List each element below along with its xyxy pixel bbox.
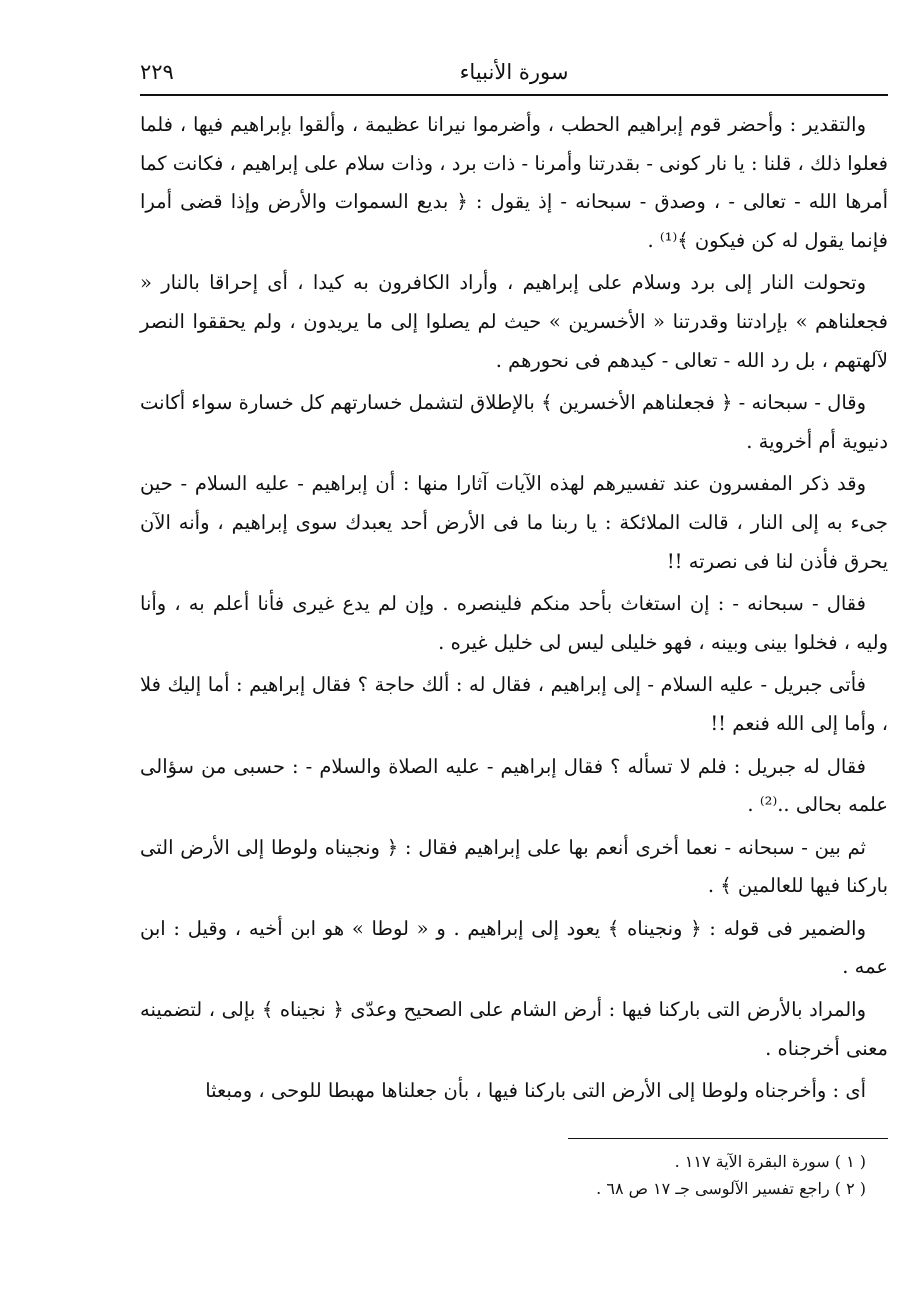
- paragraph: والتقدير : وأحضر قوم إبراهيم الحطب ، وأضرموا نيرانا عظيمة ، وألقوا بإبراهيم فيها ، فلما فعلوا ذلك ، قلنا : يا نار كونى - بقدرتنا وأمرنا - ذات برد ، وذات سلام على إبراهيم ، فكانت كما أمرها الله - تعالى - ، وصدق - سبحانه - إذ يقول : ﴿ بديع السموات والأرض وإذا قضى أمرا فإنما يقول له كن فيكون ﴾⁽¹⁾ .: [140, 113, 888, 252]
- body-text: [140, 106, 888, 1115]
- footnote-rule: [568, 1138, 888, 1139]
- running-header: [140, 56, 888, 92]
- paragraph: فقال له جبريل : فلم لا تسأله ؟ فقال إبراهيم - عليه الصلاة والسلام - : حسبى من سؤالى علمه بحالى ..⁽²⁾ .: [140, 754, 888, 817]
- paragraph: وقال - سبحانه - ﴿ فجعلناهم الأخسرين ﴾ بالإطلاق لتشمل خسارتهم كل خسارة سواء أكانت دنيوية أم أخروية .: [140, 391, 888, 453]
- page-number: ٢٢٩: [140, 60, 174, 84]
- paragraph: فأتى جبريل - عليه السلام - إلى إبراهيم ، فقال له : ألك حاجة ؟ فقال إبراهيم : أما إليك فلا ، وأما إلى الله فنعم !!: [140, 673, 888, 735]
- header-rule: [140, 94, 888, 96]
- paragraph: والضمير فى قوله : ﴿ ونجيناه ﴾ يعود إلى إبراهيم . و « لوطا » هو ابن أخيه ، وقيل : ابن عمه .: [140, 916, 888, 979]
- footnotes: [140, 1148, 866, 1202]
- surah-title: سورة الأنبياء: [459, 60, 569, 84]
- footnote: ( ١ ) سورة البقرة الآية ١١٧ .: [674, 1152, 866, 1171]
- paragraph: وتحولت النار إلى برد وسلام على إبراهيم ، وأراد الكافرون به كيدا ، أى إحراقا بالنار « فجعلناهم » بإرادتنا وقدرتنا « الأخسرين » حيث لم يصلوا إلى ما يريدون ، ولم يحققوا النصر لآلهتهم ، بل رد الله - تعالى - كيدهم فى نحورهم .: [140, 271, 888, 372]
- footnote: ( ٢ ) راجع تفسير الآلوسى جـ ١٧ ص ٦٨ .: [596, 1179, 866, 1198]
- paragraph: وقد ذكر المفسرون عند تفسيرهم لهذه الآيات آثارا منها : أن إبراهيم - عليه السلام - حين جىء به إلى النار ، قالت الملائكة : يا ربنا ما فى الأرض أحد يعبدك سوى إبراهيم ، وأنه الآن يحرق فأذن لنا فى نصرته !!: [140, 472, 888, 573]
- paragraph: ثم بين - سبحانه - نعما أخرى أنعم بها على إبراهيم فقال : ﴿ ونجيناه ولوطا إلى الأرض التى باركنا فيها للعالمين ﴾ .: [140, 835, 888, 898]
- paragraph: أى : وأخرجناه ولوطا إلى الأرض التى باركنا فيها ، بأن جعلناها مهبطا للوحى ، ومبعثا: [205, 1079, 866, 1103]
- paragraph: والمراد بالأرض التى باركنا فيها : أرض الشام على الصحيح وعدّى ﴿ نجيناه ﴾ بإلى ، لتضمينه معنى أخرجناه .: [140, 998, 888, 1060]
- paragraph: فقال - سبحانه - : إن استغاث بأحد منكم فلينصره . وإن لم يدع غيرى فأنا أعلم به ، وأنا وليه ، فخلوا بينى وبينه ، فهو خليلى ليس لى خليل غيره .: [140, 592, 888, 654]
